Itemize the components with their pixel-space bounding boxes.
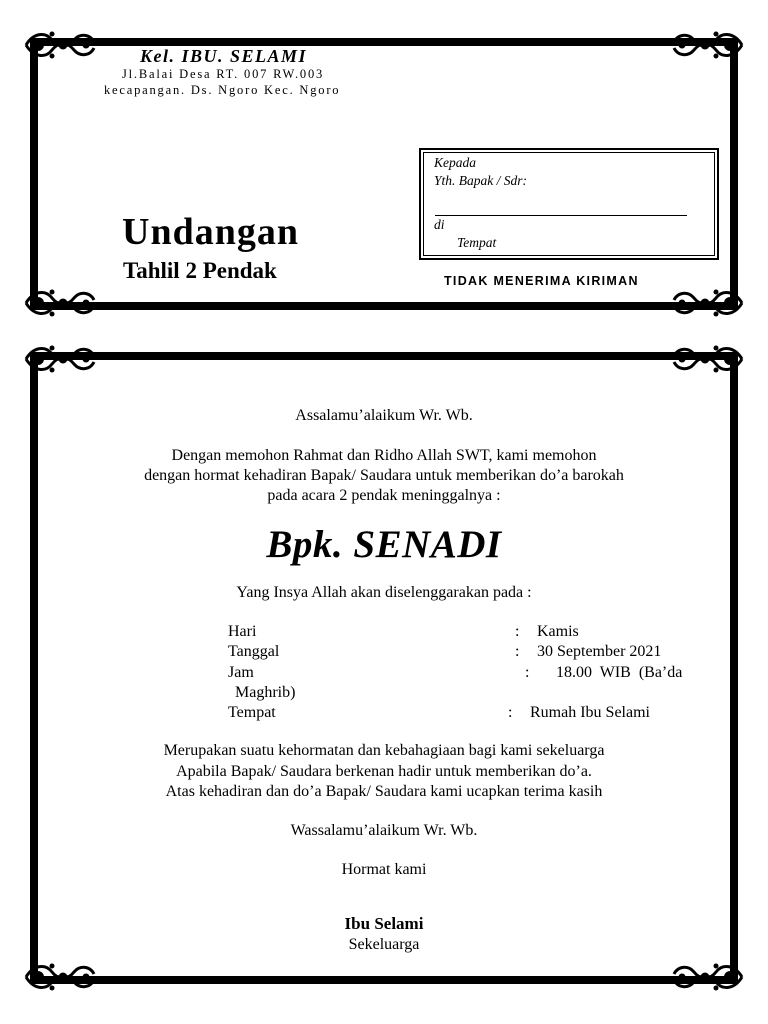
recipient-di-label: di [434, 217, 445, 232]
corner-ornament-icon [24, 342, 96, 376]
detail-label-date: Tanggal [228, 643, 280, 660]
closing-line: Merupakan suatu kehormatan dan kebahagiaan bagi kami sekeluarga [163, 742, 605, 759]
detail-value-time: 18.00 WIB (Ba’da [556, 664, 683, 681]
detail-label-place: Tempat [228, 704, 276, 721]
detail-value-day: Kamis [537, 623, 579, 640]
recipient-name-line [435, 215, 687, 216]
detail-separator: : [508, 704, 513, 721]
corner-ornament-icon [672, 28, 744, 62]
invitation-subtitle: Tahlil 2 Pendak [123, 258, 277, 283]
sender-address-line: kecapangan. Ds. Ngoro Kec. Ngoro [104, 83, 341, 97]
deceased-name: Bpk. SENADI [266, 523, 502, 566]
corner-ornament-icon [672, 286, 744, 320]
farewell: Wassalamu’alaikum Wr. Wb. [290, 822, 478, 839]
detail-separator: : [525, 664, 530, 681]
recipient-salutation: Yth. Bapak / Sdr: [434, 173, 527, 188]
intro-line: dengan hormat kehadiran Bapak/ Saudara untuk memberikan do’a barokah [144, 467, 624, 484]
corner-ornament-icon [24, 960, 96, 994]
no-gifts-notice: TIDAK MENERIMA KIRIMAN [444, 274, 639, 288]
signer-family: Sekeluarga [348, 936, 420, 953]
recipient-to-label: Kepada [434, 155, 476, 170]
intro-line: Dengan memohon Rahmat dan Ridho Allah SWT, kami memohon [171, 447, 597, 464]
corner-ornament-icon [24, 28, 96, 62]
detail-value-date: 30 September 2021 [537, 643, 662, 660]
detail-label-time: Jam [228, 664, 254, 681]
sender-address-line: Jl.Balai Desa RT. 007 RW.003 [122, 67, 325, 81]
detail-separator: : [515, 623, 520, 640]
closing-line: Atas kehadiran dan do’a Bapak/ Saudara kami ucapkan terima kasih [165, 783, 603, 800]
signer-name: Ibu Selami [344, 914, 424, 933]
detail-label-day: Hari [228, 623, 257, 640]
closing-line: Apabila Bapak/ Saudara berkenan hadir untuk memberikan do’a. [176, 763, 592, 780]
corner-ornament-icon [672, 960, 744, 994]
recipient-address-box [419, 148, 719, 260]
intro-line: pada acara 2 pendak meninggalnya : [267, 487, 501, 504]
detail-separator: : [515, 643, 520, 660]
greeting: Assalamu’alaikum Wr. Wb. [295, 407, 473, 424]
invitation-title: Undangan [122, 211, 299, 253]
detail-value-time-cont: Maghrib) [235, 684, 296, 701]
sender-name: Kel. IBU. SELAMI [140, 46, 308, 66]
corner-ornament-icon [24, 286, 96, 320]
schedule-intro: Yang Insya Allah akan diselenggarakan pada : [236, 584, 532, 601]
corner-ornament-icon [672, 342, 744, 376]
detail-value-place: Rumah Ibu Selami [530, 704, 650, 721]
recipient-place-label: Tempat [457, 235, 497, 250]
regards: Hormat kami [341, 861, 427, 878]
